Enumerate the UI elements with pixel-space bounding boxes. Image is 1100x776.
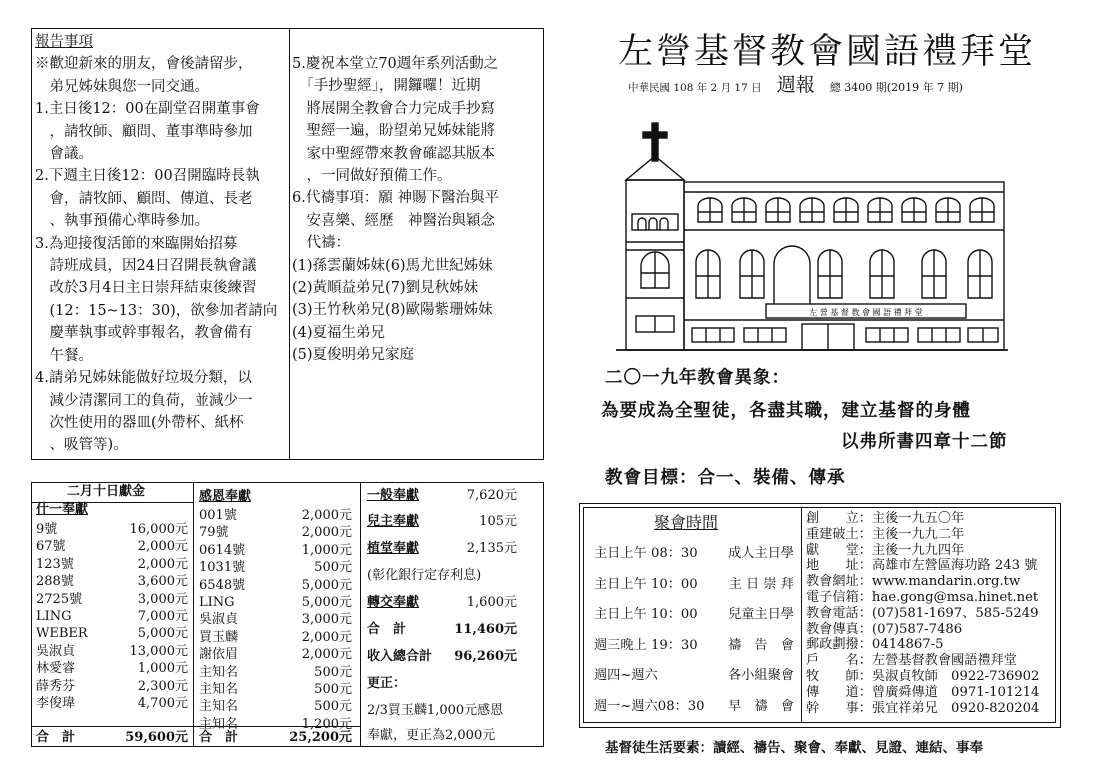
announcement-line: 「手抄聖經」，開鑼囉！近期 bbox=[292, 78, 481, 95]
announcement-line: ，請牧師、顧問、董事準時參加 bbox=[35, 123, 253, 140]
offering-row bbox=[199, 664, 352, 681]
meeting-name: 兒童主日學 bbox=[728, 607, 794, 622]
children-offering-row bbox=[367, 513, 517, 530]
offering-row bbox=[199, 559, 352, 576]
meeting-time: 主日上午 10：00 bbox=[594, 607, 698, 622]
meeting-name: 各小組聚會 bbox=[728, 668, 794, 683]
announcements-col2-list bbox=[292, 53, 542, 367]
building-sign-text: 左 營 基 督 教 會 國 語 禮 拜 堂 bbox=[809, 308, 923, 317]
grand-total-row bbox=[367, 648, 517, 665]
bulletin-date: 中華民國 108 年 2 月 17 日 bbox=[628, 82, 762, 94]
announcement-line: 家中聖經帶來教會確認其版本 bbox=[292, 145, 495, 162]
announcement-line: 2.下週主日後12：00召開臨時長執 bbox=[35, 168, 260, 185]
offering-row bbox=[199, 524, 352, 541]
meetings-divider bbox=[801, 508, 802, 722]
announcement-line: (3)王竹秋弟兄(8)歐陽紫珊姊妹 bbox=[292, 302, 493, 319]
offering-row bbox=[199, 542, 352, 559]
offering-amount: 500元 bbox=[314, 560, 352, 576]
meeting-time: 主日上午 08：30 bbox=[594, 546, 698, 561]
thanks-label: 感恩奉獻 bbox=[199, 489, 252, 504]
offering-amount: 3,000元 bbox=[137, 591, 188, 607]
announcement-line: 代禱： bbox=[292, 235, 350, 252]
other-sum-row bbox=[367, 621, 517, 638]
offering-amount: 3,000元 bbox=[301, 612, 352, 628]
church-info-line: 戶 名：左營基督教會國語禮拜堂 bbox=[806, 653, 1017, 669]
offering-row bbox=[199, 507, 352, 524]
announcement-line: 弟兄姊妹與您一同交通。 bbox=[35, 78, 209, 95]
announcement-line: 4.請弟兄姊妹能做好垃圾分類，以 bbox=[35, 370, 252, 387]
meeting-name: 禱 告 會 bbox=[728, 637, 794, 653]
offering-row bbox=[36, 556, 188, 573]
offering-name: 79號 bbox=[199, 525, 229, 541]
grand-total-value: 96,260元 bbox=[454, 649, 517, 664]
announcements-box bbox=[31, 28, 544, 460]
announcements-col2 bbox=[292, 53, 542, 367]
children-offering-value: 105元 bbox=[479, 514, 517, 529]
offering-name: 林愛睿 bbox=[36, 661, 76, 677]
vision-heading: 二〇一九年教會異象： bbox=[605, 368, 790, 388]
church-info-line: 牧 師：吳淑貞牧師 0922-736902 bbox=[806, 669, 1040, 684]
announcement-line: 3.為迎接復活節的來臨開始招募 bbox=[35, 235, 238, 252]
church-info-line: 電子信箱：hae.gong@msa.hinet.net bbox=[806, 590, 1039, 605]
meeting-row bbox=[594, 634, 794, 653]
meeting-time: 週一~週六08：30 bbox=[594, 698, 705, 714]
offering-row bbox=[199, 629, 352, 646]
meetings-title: 聚會時間 bbox=[654, 513, 719, 532]
church-info-line: 幹 事：張宜祥弟兄 0920-820204 bbox=[806, 700, 1040, 716]
offering-amount: 1,200元 bbox=[301, 716, 352, 732]
offering-row bbox=[36, 695, 188, 712]
offering-amount: 5,000元 bbox=[301, 595, 352, 610]
offering-amount: 3,600元 bbox=[137, 574, 188, 590]
other-sum-label: 合 計 bbox=[367, 622, 407, 637]
offerings-total-rule-1 bbox=[32, 726, 193, 727]
announcement-line: (4)夏福生弟兄 bbox=[292, 324, 386, 341]
offering-row bbox=[199, 611, 352, 628]
meetings-inner-box bbox=[583, 507, 1056, 723]
announcement-line: 6.代禱事項：願 神賜下醫治與平 bbox=[292, 190, 499, 207]
offering-name: LING bbox=[36, 609, 72, 624]
announcements-col1-list bbox=[35, 53, 288, 456]
thanks-total-value: 25,200元 bbox=[289, 730, 352, 745]
offering-name: WEBER bbox=[36, 626, 88, 642]
offering-name: 67號 bbox=[36, 539, 66, 555]
offering-amount: 2,000元 bbox=[137, 539, 188, 555]
offering-amount: 16,000元 bbox=[129, 522, 188, 537]
correction-line2: 奉獻，更正為2,000元 bbox=[367, 728, 496, 743]
church-info-line: 教會網址：www.mandarin.org.tw bbox=[806, 574, 1021, 590]
offering-name: 6548號 bbox=[199, 577, 246, 593]
thanks-total-label: 合 計 bbox=[199, 730, 239, 745]
announcement-line: 改於3月4日主日崇拜結束後練習 bbox=[35, 280, 257, 297]
offering-row bbox=[199, 577, 352, 594]
transfer-offering-label: 轉交奉獻 bbox=[367, 595, 420, 610]
offerings-divider-2 bbox=[360, 483, 361, 746]
tree-offering-row bbox=[367, 540, 517, 557]
meeting-row bbox=[594, 664, 794, 683]
announcement-line: ，一同做好預備工作。 bbox=[292, 168, 452, 185]
offering-row bbox=[36, 660, 188, 677]
meeting-name: 主 日 崇 拜 bbox=[728, 576, 794, 592]
offering-amount: 2,000元 bbox=[301, 525, 352, 541]
vision-line2: 以弗所書四章十二節 bbox=[841, 432, 1008, 452]
announcement-line: ※歡迎新來的朋友，會後請留步， bbox=[35, 56, 253, 73]
announcement-line: 詩班成員，因24日召開長執會議 bbox=[35, 258, 257, 275]
announcement-line: 1.主日後12：00在副堂召開董事會 bbox=[35, 101, 260, 118]
grand-total-label: 收入總合計 bbox=[367, 649, 433, 664]
offering-row bbox=[36, 678, 188, 695]
announcement-line: 次性使用的器皿(外帶杯、紙杯 bbox=[35, 414, 244, 431]
offering-name: 1031號 bbox=[199, 560, 246, 576]
meeting-row bbox=[594, 695, 794, 714]
offering-row bbox=[199, 646, 352, 663]
offering-name: 288號 bbox=[36, 574, 74, 590]
meeting-row bbox=[594, 542, 794, 561]
offering-name: 薛秀芬 bbox=[36, 678, 76, 694]
offering-amount: 500元 bbox=[314, 699, 352, 715]
offering-row bbox=[199, 681, 352, 698]
offering-name: 主知名 bbox=[199, 682, 239, 697]
offering-amount: 2,000元 bbox=[137, 556, 188, 572]
offering-amount: 4,700元 bbox=[137, 696, 188, 711]
offering-name: 吳淑貞 bbox=[199, 612, 239, 628]
church-info-line: 教會電話：(07)581-1697、585-5249 bbox=[806, 605, 1039, 621]
offering-name: 吳淑貞 bbox=[36, 643, 76, 659]
announcements-col1 bbox=[35, 31, 288, 457]
offering-row bbox=[36, 591, 188, 608]
general-offering-label: 一般奉獻 bbox=[367, 488, 420, 503]
offering-amount: 5,000元 bbox=[301, 577, 352, 593]
offering-name: 李俊瑋 bbox=[36, 696, 76, 711]
meetings-box bbox=[579, 503, 1061, 728]
offering-name: 買玉麟 bbox=[199, 629, 239, 645]
tithe-total-row bbox=[36, 729, 188, 746]
offering-row bbox=[36, 643, 188, 660]
offering-name: 123號 bbox=[36, 556, 74, 572]
offering-row bbox=[199, 594, 352, 611]
offering-row bbox=[36, 573, 188, 590]
transfer-offering-value: 1,600元 bbox=[466, 595, 517, 610]
thanks-total-row bbox=[199, 729, 352, 746]
meeting-time: 週四~週六 bbox=[594, 668, 658, 683]
footer-motto: 基督徒生活要素：讀經、禱告、聚會、奉獻、見證、連結、事奉 bbox=[605, 740, 983, 756]
offering-amount: 13,000元 bbox=[129, 643, 188, 659]
bulletin-issue: 總 3400 期(2019 年 7 期) bbox=[829, 81, 963, 94]
announcement-line: (12：15~13：30)，欲參加者請向 bbox=[35, 302, 278, 319]
announcement-line: 、執事預備心準時參加。 bbox=[35, 213, 209, 230]
offering-amount: 7,000元 bbox=[137, 609, 188, 624]
announcement-line: 午餐。 bbox=[35, 347, 93, 364]
church-info-line: 郵政劃撥：0414867-5 bbox=[806, 637, 944, 653]
announcement-line: 減少清潔同工的負荷，並減少一 bbox=[35, 392, 253, 409]
offering-name: 001號 bbox=[199, 508, 237, 523]
church-info-line: 地 址：高雄市左營區海功路 243 號 bbox=[806, 558, 1038, 574]
offering-amount: 2,300元 bbox=[137, 678, 188, 694]
meeting-time: 週三晚上 19：30 bbox=[594, 637, 698, 653]
announcement-line: 安喜樂、經歷 神醫治與穎念 bbox=[292, 212, 495, 229]
offerings-box bbox=[31, 482, 544, 747]
meeting-row bbox=[594, 573, 794, 592]
tree-offering-note: (彰化銀行定存利息) bbox=[367, 568, 482, 583]
tithe-total-value: 59,600元 bbox=[125, 730, 188, 745]
offering-name: 謝依眉 bbox=[199, 647, 239, 663]
announcement-line: 慶華執事或幹事報名，教會備有 bbox=[35, 325, 253, 342]
meeting-row bbox=[594, 603, 794, 622]
offerings-divider-1 bbox=[193, 483, 194, 746]
bulletin-date-line bbox=[628, 70, 963, 97]
general-offering-value: 7,620元 bbox=[466, 488, 517, 503]
announcements-divider bbox=[289, 29, 290, 459]
church-info-line: 創 立：主後一九五〇年 bbox=[806, 511, 965, 526]
announcement-line: 會議。 bbox=[35, 146, 93, 163]
tithe-label: 什一奉獻 bbox=[36, 502, 89, 517]
offering-row bbox=[36, 538, 188, 555]
meeting-name: 成人主日學 bbox=[728, 546, 794, 561]
offering-amount: 1,000元 bbox=[137, 661, 188, 677]
church-info-line: 獻 堂：主後一九九四年 bbox=[806, 542, 965, 558]
offering-amount: 2,000元 bbox=[301, 647, 352, 663]
announcement-line: (2)黃順益弟兄(7)劉見秋姊妹 bbox=[292, 280, 479, 297]
offering-name: 主知名 bbox=[199, 716, 239, 732]
offering-amount: 500元 bbox=[314, 682, 352, 697]
offering-name: 0614號 bbox=[199, 542, 246, 558]
correction-label: 更正： bbox=[367, 676, 407, 691]
other-sum-value: 11,460元 bbox=[454, 622, 517, 637]
announcement-line: 5.慶祝本堂立70週年系列活動之 bbox=[292, 56, 499, 72]
announcements-heading: 報告事項 bbox=[35, 34, 93, 50]
offering-name: 主知名 bbox=[199, 664, 239, 680]
meeting-time: 主日上午 10：00 bbox=[594, 576, 698, 592]
announcement-line: (5)夏俊明弟兄家庭 bbox=[292, 347, 415, 364]
offering-row bbox=[36, 608, 188, 625]
vision-line1: 為要成為全聖徒，各盡其職，建立基督的身體 bbox=[601, 401, 971, 421]
offering-name: LING bbox=[199, 595, 235, 610]
offering-name: 主知名 bbox=[199, 699, 239, 715]
announcement-line: 將展開全教會合力完成手抄寫 bbox=[292, 100, 495, 117]
transfer-offering-row bbox=[367, 594, 517, 611]
church-title: 左營基督教會國語禮拜堂 bbox=[618, 32, 1037, 72]
children-offering-label: 兒主奉獻 bbox=[367, 514, 420, 529]
announcement-line: 會，請牧師、顧問、傳道、長老 bbox=[35, 190, 253, 207]
offering-amount: 5,000元 bbox=[137, 626, 188, 642]
tree-offering-label: 植堂奉獻 bbox=[367, 541, 420, 556]
offering-amount: 2,000元 bbox=[301, 508, 352, 523]
church-goal: 教會目標：合一、裝備、傳承 bbox=[605, 468, 846, 488]
announcement-line: 聖經一遍，盼望弟兄姊妹能將 bbox=[292, 123, 495, 140]
offering-name: 2725號 bbox=[36, 591, 83, 607]
offerings-title: 二月十日獻金 bbox=[67, 484, 146, 499]
general-offering-row bbox=[367, 487, 517, 504]
offering-name: 9號 bbox=[36, 522, 58, 537]
offering-amount: 1,000元 bbox=[301, 542, 352, 558]
offering-amount: 500元 bbox=[314, 664, 352, 680]
bulletin-label: 週報 bbox=[776, 74, 815, 96]
announcement-line: 、吸管等)。 bbox=[35, 437, 128, 454]
meeting-name: 早 禱 會 bbox=[728, 698, 794, 714]
church-info-line: 重建破土：主後一九九二年 bbox=[806, 526, 965, 542]
offering-amount: 2,000元 bbox=[301, 629, 352, 645]
church-building-illustration bbox=[616, 118, 1008, 360]
offering-row bbox=[36, 625, 188, 642]
church-info-line: 教會傳真：(07)587-7486 bbox=[806, 621, 963, 637]
correction-line1: 2/3買玉麟1,000元感恩 bbox=[367, 703, 504, 718]
offering-row bbox=[36, 521, 188, 538]
announcement-line: (1)孫雲蘭姊妹(6)馬尤世紀姊妹 bbox=[292, 257, 493, 274]
church-info-line: 傳 道：曾廣舜傳道 0971-101214 bbox=[806, 684, 1040, 700]
tree-offering-value: 2,135元 bbox=[466, 541, 517, 556]
tithe-total-label: 合 計 bbox=[36, 730, 76, 745]
offering-row bbox=[199, 698, 352, 715]
